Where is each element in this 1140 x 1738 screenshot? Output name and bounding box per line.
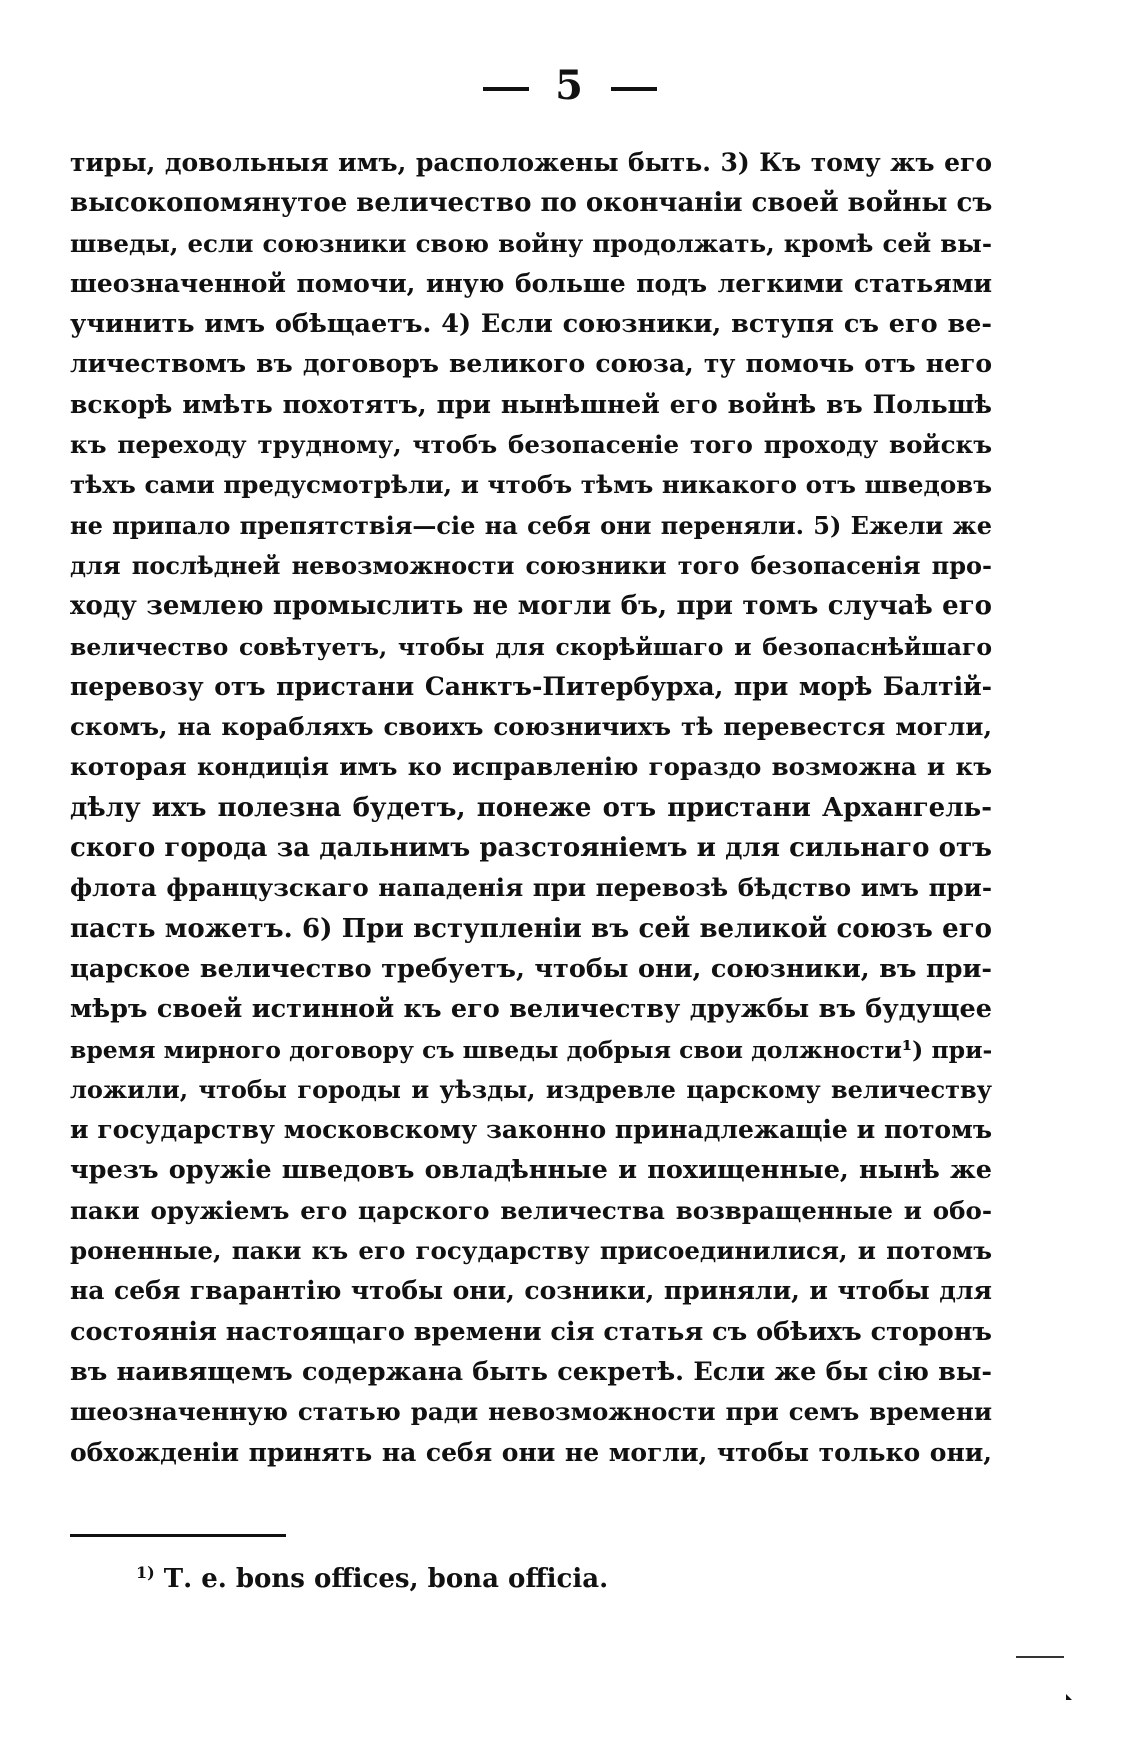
text-line: время мирного договору съ шведы добрыя свои должности¹) при-: [70, 1035, 992, 1064]
text-line: тиры, довольныя имъ, расположены быть. 3) Къ тому жъ его: [70, 148, 992, 177]
text-line: въ наивящемъ содержана быть секретѣ. Если же бы сію вы-: [70, 1356, 992, 1387]
text-line: для послѣдней невозможности союзники того безопасенія про-: [70, 550, 992, 580]
text-line: тѣхъ сами предусмотрѣли, и чтобъ тѣмъ никакого отъ шведовъ: [70, 470, 992, 500]
left-dash: [483, 87, 529, 91]
text-line: шведы, если союзники свою войну продолжать, кромѣ сей вы-: [70, 228, 992, 258]
text-line: обхожденіи принять на себя они не могли, чтобы только они,: [70, 1437, 992, 1467]
text-line: шеозначенную статью ради невозможности при семъ времени: [70, 1397, 992, 1427]
footnote-rule: [70, 1534, 286, 1537]
text-line: къ переходу трудному, чтобъ безопасеніе того проходу войскъ: [70, 430, 992, 460]
text-line: состоянія настоящаго времени сія статья съ обѣихъ сторонъ: [70, 1316, 992, 1347]
text-line: которая кондиція имъ ко исправленію гораздо возможна и къ: [70, 752, 992, 782]
page-number-header: [0, 62, 1140, 109]
text-line: роненные, паки къ его государству присоединилися, и потомъ: [70, 1236, 992, 1266]
text-line: величество совѣтуетъ, чтобы для скорѣйшаго и безопаснѣйшаго: [70, 632, 992, 661]
text-line: и государству московскому законно принадлежащіе и потомъ: [70, 1115, 992, 1145]
text-line: скомъ, на корабляхъ своихъ союзничихъ тѣ перевестся могли,: [70, 712, 992, 742]
text-line: чрезъ оружіе шведовъ овладѣнные и похищенные, нынѣ же: [70, 1155, 992, 1186]
text-line: пасть можетъ. 6) При вступленіи въ сей великой союзъ его: [70, 913, 992, 944]
corner-mark: [1066, 1694, 1072, 1700]
text-line: на себя гварантію чтобы они, созники, приняли, и чтобы для: [70, 1276, 992, 1306]
text-line: перевозу отъ пристани Санктъ-Питербурха, при морѣ Балтій-: [70, 671, 992, 701]
text-line: мѣръ своей истинной къ его величеству дружбы въ будущее: [70, 994, 992, 1025]
footnote-marker: 1): [136, 1563, 155, 1582]
text-line: личествомъ въ договоръ великого союза, ту помочь отъ него: [70, 349, 992, 379]
text-line: флота французскаго нападенія при перевозѣ бѣдство имъ при-: [70, 873, 992, 903]
text-line: ского города за дальнимъ разстояніемъ и для сильнаго отъ: [70, 833, 992, 864]
right-dash: [611, 87, 657, 91]
text-line: учинить имъ обѣщаетъ. 4) Если союзники, вступя съ его ве-: [70, 309, 992, 340]
text-line: вскорѣ имѣть похотятъ, при нынѣшней его войнѣ въ Польшѣ: [70, 389, 992, 419]
text-line: дѣлу ихъ полезна будетъ, понеже отъ пристани Архангель-: [70, 792, 992, 823]
text-line: ходу землею промыслить не могли бъ, при томъ случаѣ его: [70, 591, 992, 622]
text-line: не припало препятствія—сіе на себя они переняли. 5) Ежели же: [70, 510, 992, 540]
body-text: [70, 143, 992, 1473]
page-number: 5: [555, 62, 585, 109]
text-line: царское величество требуетъ, чтобы они, союзники, въ при-: [70, 953, 992, 984]
text-line: высокопомянутое величество по окончаніи своей войны съ: [70, 188, 992, 219]
text-line: ложили, чтобы городы и уѣзды, издревле царскому величеству: [70, 1074, 992, 1104]
footnote-text: Т. е. bons offices, bona officia.: [163, 1564, 609, 1594]
footnote: [136, 1563, 608, 1594]
text-line: паки оружіемъ его царского величества возвращенные и обо-: [70, 1195, 992, 1225]
text-line: шеозначенной помочи, иную больше подъ легкими статьями: [70, 268, 992, 298]
page-edge-mark: [1016, 1656, 1064, 1658]
